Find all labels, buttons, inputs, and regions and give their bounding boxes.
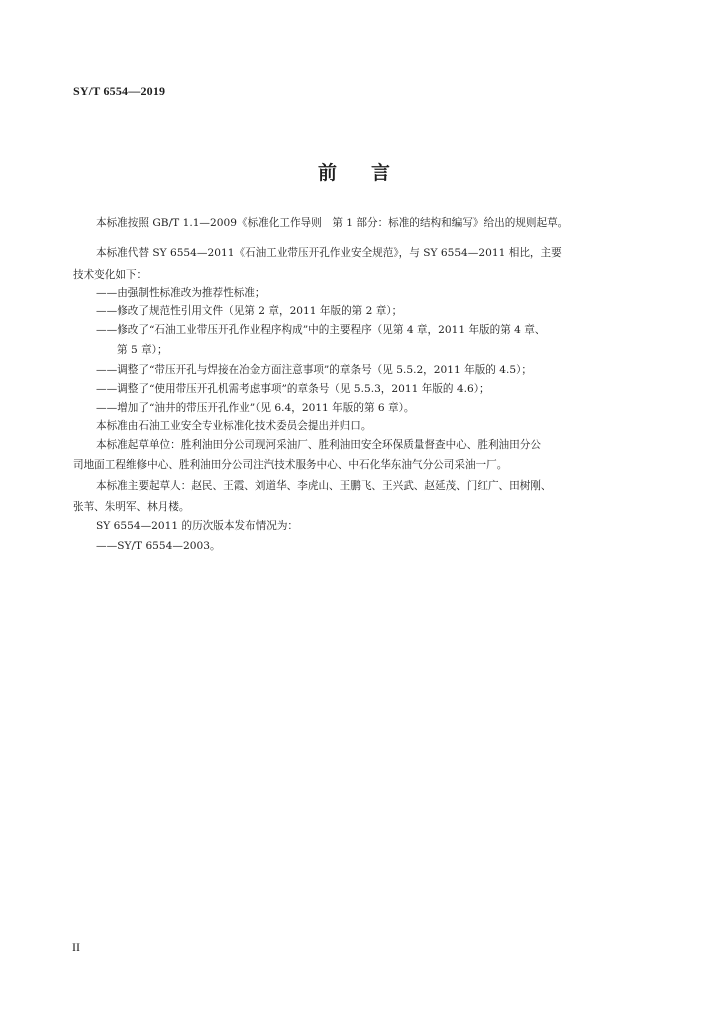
page-number: II [72,940,80,954]
list-item: ——调整了“带压开孔与焊接在冶金方面注意事项”的章条号（见 5.5.2，2011 年版的 4.5）； [96,364,532,376]
foreword-line: SY 6554—2011 的历次版本发布情况为： [96,520,299,532]
list-item: ——修改了“石油工业带压开孔作业程序构成”中的主要程序（见第 4 章，2011 年版的第 4 章、 [96,324,546,336]
foreword-line: 本标准代替 SY 6554—2011《石油工业带压开孔作业安全规范》，与 SY 6554—2011 相比，主要 [96,247,562,259]
foreword-line: 张苇、朱明军、林月楼。 [73,501,190,513]
list-item-continuation: 第 5 章）； [117,344,168,356]
foreword-line: 技术变化如下： [73,269,148,281]
list-item: ——调整了“使用带压开孔机需考虑事项”的章条号（见 5.5.3，2011 年版的 4.6）； [96,383,490,395]
foreword-line: 本标准由石油工业安全专业标准化技术委员会提出并归口。 [96,420,372,432]
foreword-line: 本标准按照 GB/T 1.1—2009《标准化工作导则 第 1 部分：标准的结构和编写》给出的规则起草。 [96,217,569,229]
list-item: ——SY/T 6554—2003。 [96,540,221,552]
list-item: ——修改了规范性引用文件（见第 2 章，2011 年版的第 2 章）； [96,305,403,317]
standard-number: SY/T 6554—2019 [73,84,166,98]
list-item: ——增加了“油井的带压开孔作业”（见 6.4，2011 年版的第 6 章）。 [96,402,415,414]
page-title: 前言 [318,162,425,184]
list-item: ——由强制性标准改为推荐性标准； [96,287,266,299]
foreword-line: 本标准起草单位：胜利油田分公司现河采油厂、胜利油田安全环保质量督查中心、胜利油田分公 [96,439,541,451]
foreword-line: 司地面工程维修中心、胜利油田分公司注汽技术服务中心、中石化华东油气分公司采油一厂。 [73,459,508,471]
foreword-line: 本标准主要起草人：赵民、王霞、刘道华、李虎山、王鹏飞、王兴武、赵延茂、门红广、田树刚、 [96,480,552,492]
